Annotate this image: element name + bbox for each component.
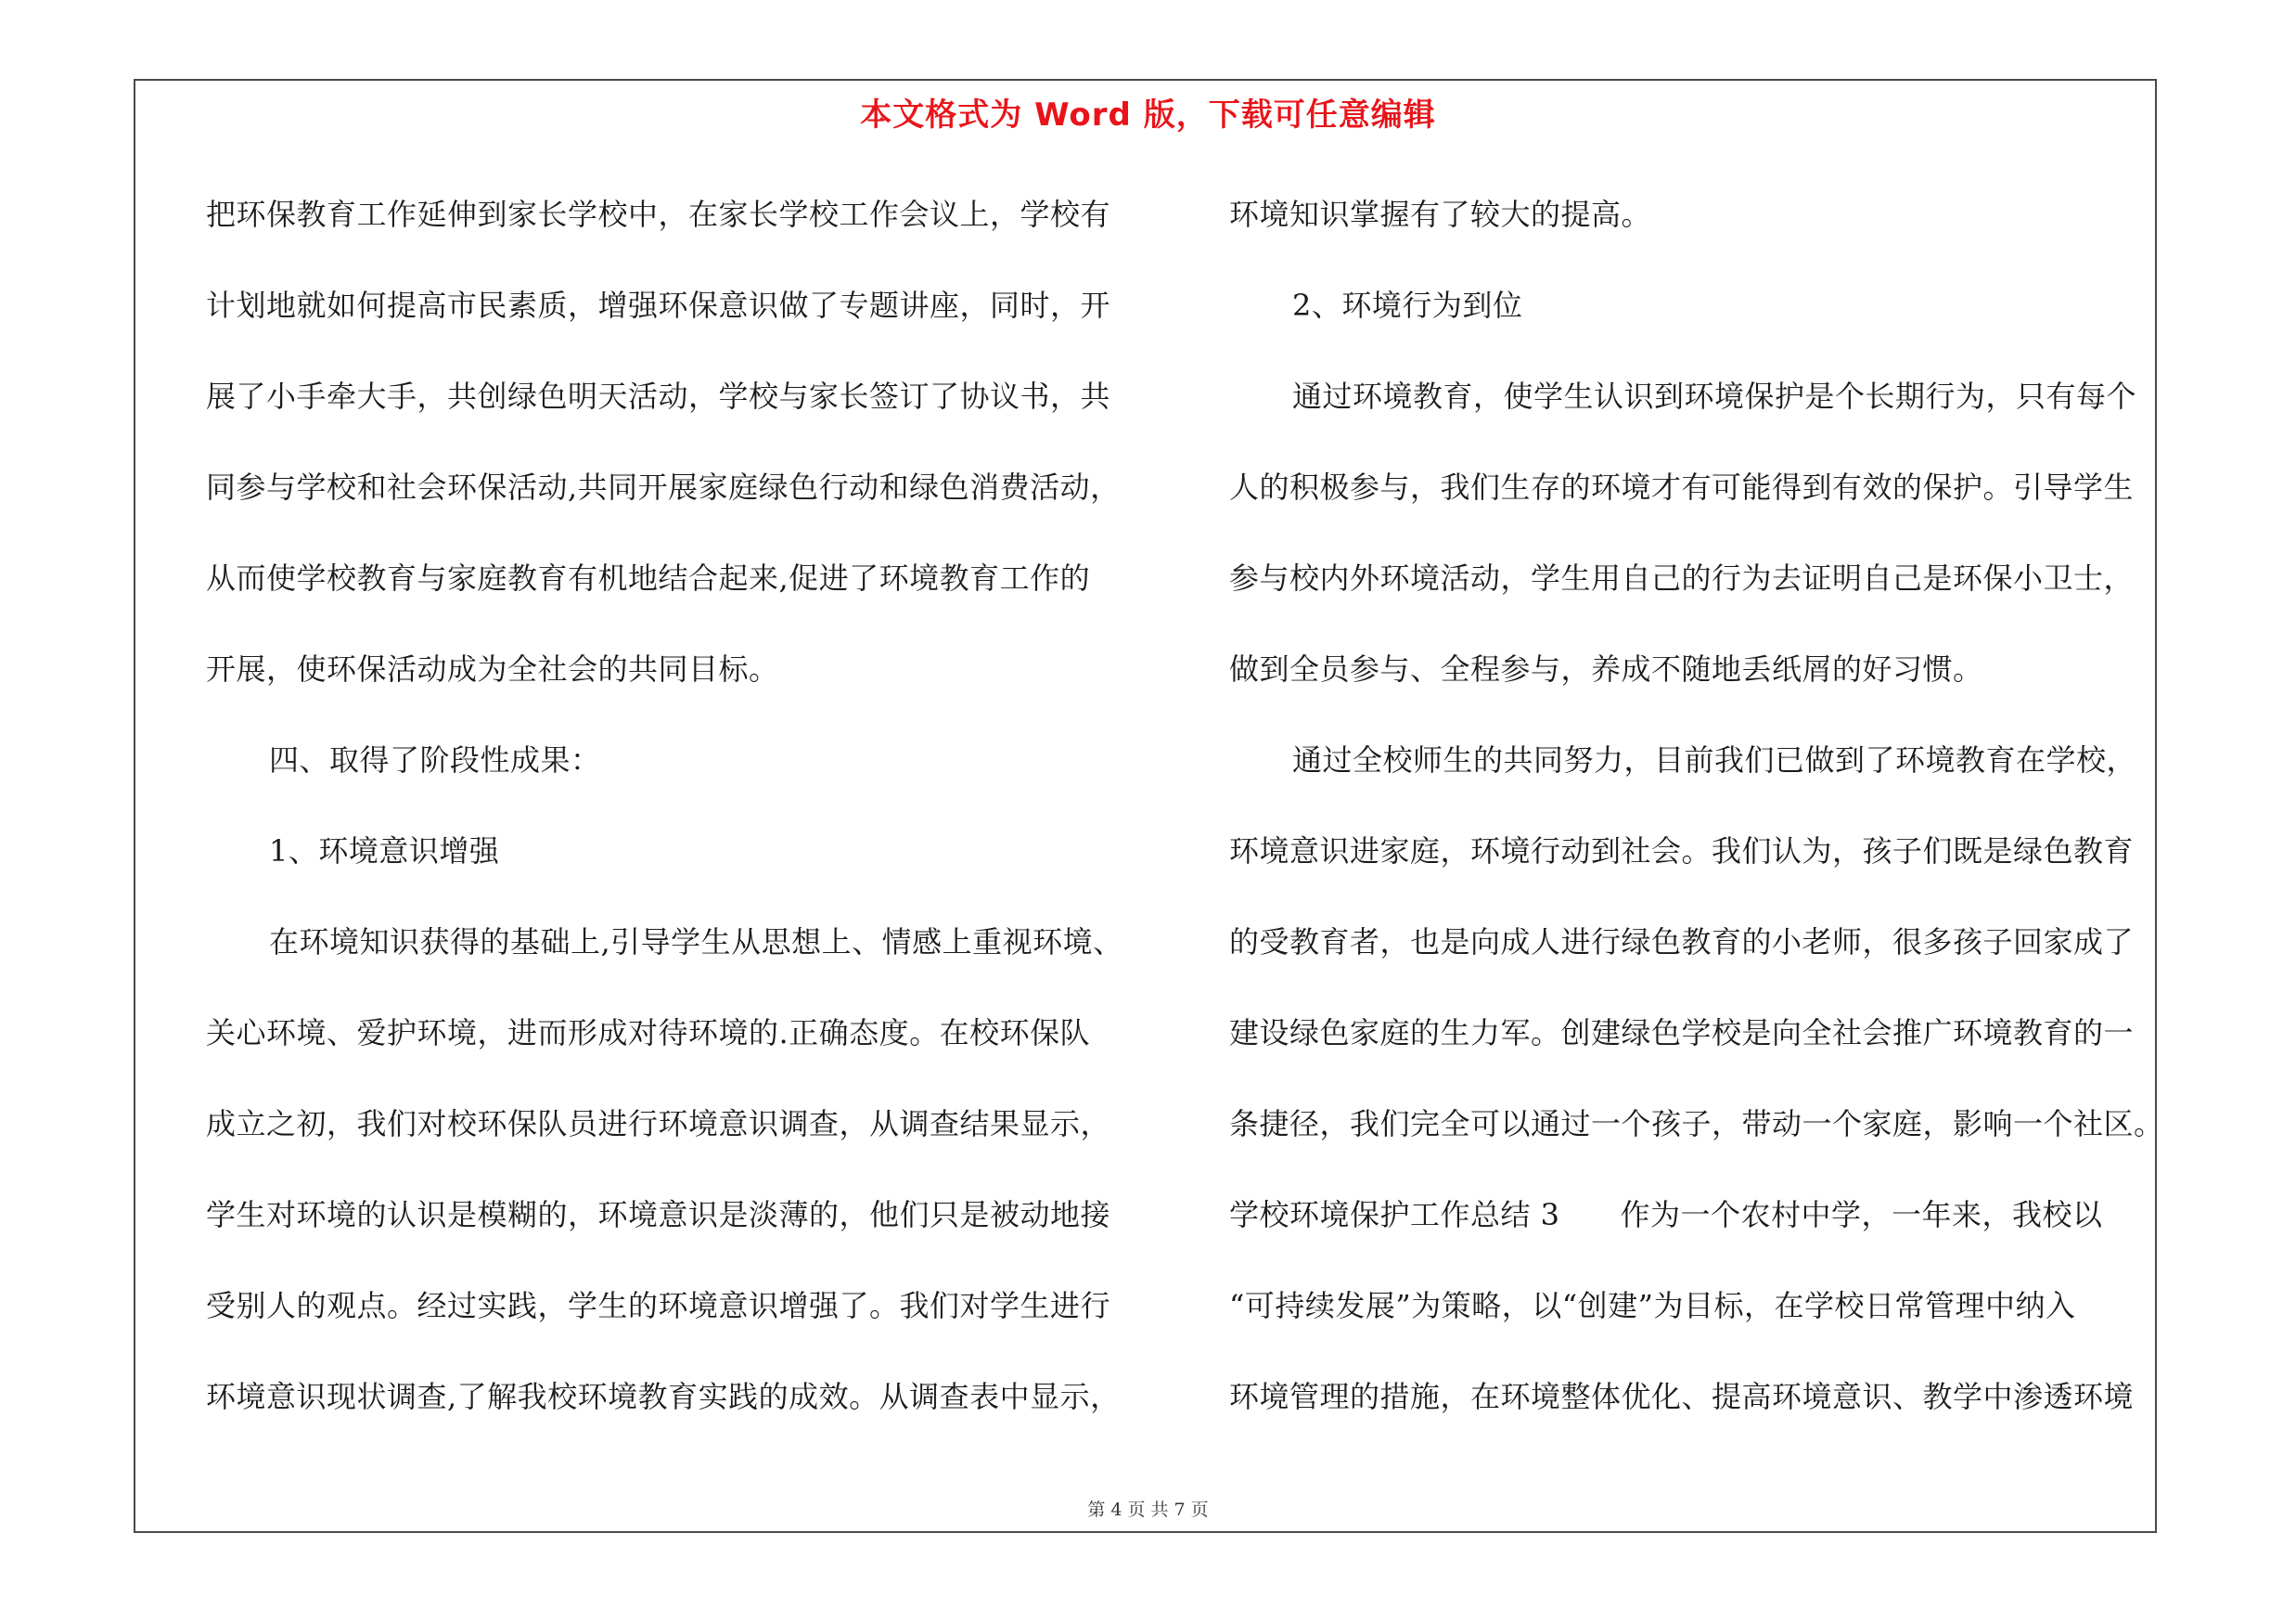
text-line: 开展，使环保活动成为全社会的共同目标。 <box>206 651 779 687</box>
text-line: 环境知识掌握有了较大的提高。 <box>1229 197 1652 232</box>
text-line: 做到全员参与、全程参与，养成不随地丢纸屑的好习惯。 <box>1229 651 1983 687</box>
text-line: 从而使学校教育与家庭教育有机地结合起来,促进了环境教育工作的 <box>206 560 1091 596</box>
text-line: 参与校内外环境活动，学生用自己的行为去证明自己是环保小卫士， <box>1229 560 2135 596</box>
text-line: 学校环境保护工作总结 3 作为一个农村中学，一年来，我校以 <box>1229 1197 2103 1232</box>
section-heading: 四、取得了阶段性成果： <box>269 742 601 778</box>
right-text-column <box>1229 181 2166 1454</box>
text-line: 通过全校师生的共同努力，目前我们已做到了环境教育在学校， <box>1292 742 2137 778</box>
text-line: 建设绿色家庭的生力军。创建绿色学校是向全社会推广环境教育的一 <box>1229 1015 2135 1050</box>
left-text-column <box>206 181 1152 1454</box>
text-line: 通过环境教育，使学生认识到环境保护是个长期行为，只有每个 <box>1292 379 2137 414</box>
text-line: 同参与学校和社会环保活动,共同开展家庭绿色行动和绿色消费活动， <box>206 470 1121 505</box>
text-line: 关心环境、爱护环境，进而形成对待环境的.正确态度。在校环保队 <box>206 1015 1091 1050</box>
text-line: 环境意识进家庭，环境行动到社会。我们认为，孩子们既是绿色教育 <box>1229 833 2135 869</box>
text-line: 在环境知识获得的基础上,引导学生从思想上、情感上重视环境、 <box>269 924 1123 960</box>
text-line: 受别人的观点。经过实践，学生的环境意识增强了。我们对学生进行 <box>206 1288 1111 1323</box>
text-line: “可持续发展”为策略，以“创建”为目标，在学校日常管理中纳入 <box>1229 1288 2076 1323</box>
text-line: 环境管理的措施，在环境整体优化、提高环境意识、教学中渗透环境 <box>1229 1379 2135 1414</box>
text-line: 把环保教育工作延伸到家长学校中，在家长学校工作会议上，学校有 <box>206 197 1111 232</box>
text-line: 人的积极参与，我们生存的环境才有可能得到有效的保护。引导学生 <box>1229 470 2135 505</box>
text-line: 成立之初，我们对校环保队员进行环境意识调查，从调查结果显示， <box>206 1106 1111 1141</box>
text-line: 环境意识现状调查,了解我校环境教育实践的成效。从调查表中显示， <box>206 1379 1121 1414</box>
text-line: 条捷径，我们完全可以通过一个孩子，带动一个家庭，影响一个社区。 <box>1229 1106 2164 1141</box>
subsection-heading: 1、环境意识增强 <box>269 833 500 869</box>
word-format-banner: 本文格式为 Word 版，下载可任意编辑 <box>860 97 1436 134</box>
text-line: 学生对环境的认识是模糊的，环境意识是淡薄的，他们只是被动地接 <box>206 1197 1111 1232</box>
text-line: 计划地就如何提高市民素质，增强环保意识做了专题讲座，同时，开 <box>206 288 1111 323</box>
text-line: 的受教育者，也是向成人进行绿色教育的小老师，很多孩子回家成了 <box>1229 924 2135 960</box>
page-number-footer: 第 4 页 共 7 页 <box>1087 1500 1209 1520</box>
subsection-heading: 2、环境行为到位 <box>1292 288 1523 323</box>
text-line: 展了小手牵大手，共创绿色明天活动，学校与家长签订了协议书，共 <box>206 379 1111 414</box>
